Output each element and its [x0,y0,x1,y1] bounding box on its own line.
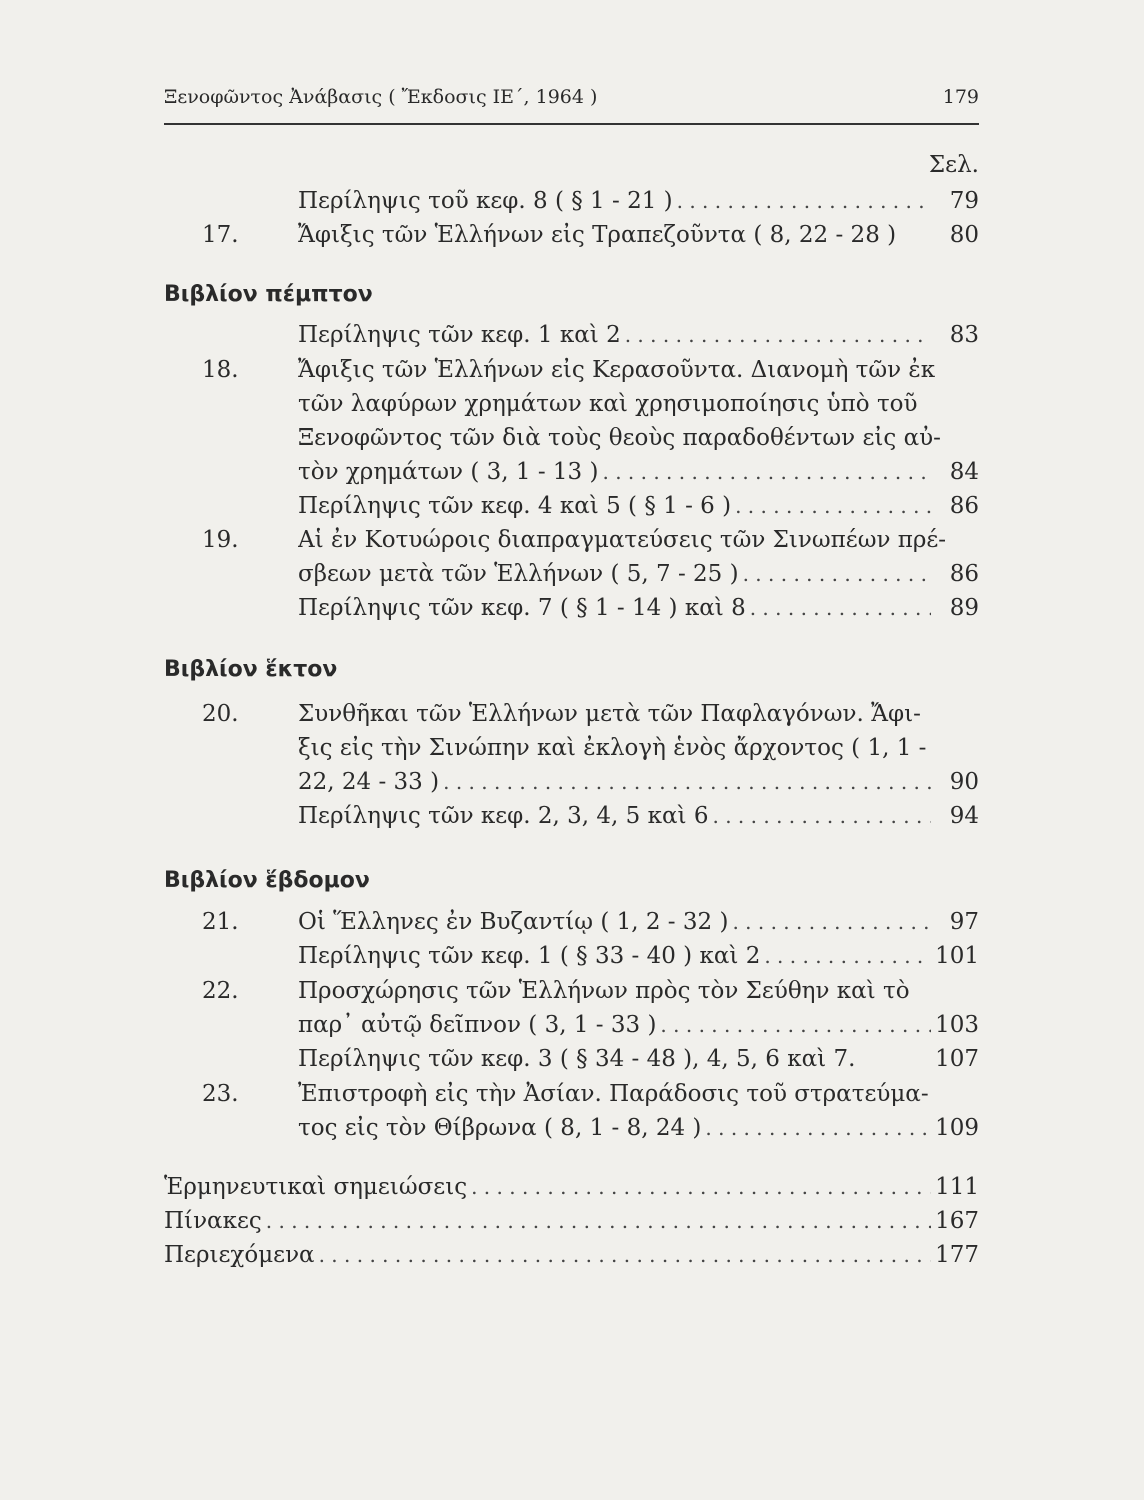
page-ref: 177 [935,1242,979,1268]
toc-entry: Περίληψις τῶν κεφ. 4 καὶ 5 ( § 1 - 6 ) . . . 86 [298,489,979,523]
header-title: Ξενοφῶντος Ἀνάβασις ( Ἔκδοσις ΙΕ΄, 1964 ) [164,86,598,108]
toc-entry: Περίληψις τῶν κεφ. 1 ( § 33 - 40 ) καὶ 2 . . . 101 [298,939,979,973]
page-ref: 80 [949,222,979,248]
page-ref: 86 [949,493,979,519]
toc-entry: Περίληψις τῶν κεφ. 1 καὶ 2 . . . 83 [298,318,979,352]
page-ref: 89 [949,595,979,621]
page-ref: 111 [935,1174,979,1200]
toc-line: τῶν λαφύρων χρημάτων καὶ χρησιμοποίησις ὑπὸ τοῦ [298,391,918,417]
section-number: 17. [202,222,239,248]
toc-line: Ξενοφῶντος τῶν διὰ τοὺς θεοὺς παραδοθέντων εἰς αὐ- [298,425,941,451]
page-ref: 97 [949,909,979,935]
section-number: 22. [202,978,239,1004]
toc-entry-tables: Πίνακες . . . 167 [164,1204,979,1238]
page-ref: 83 [949,322,979,348]
running-header [164,86,979,108]
page-ref: 79 [949,188,979,214]
page-column-label: Σελ. [928,152,979,178]
toc-entry: παρ᾽ αὐτῷ δεῖπνον ( 3, 1 - 33 ) . . . 103 [298,1008,979,1042]
toc-entry: Περίληψις τῶν κεφ. 7 ( § 1 - 14 ) καὶ 8 . . . 89 [298,591,979,625]
page-ref: 103 [935,1012,979,1038]
section-number: 20. [202,701,239,727]
toc-entry: τὸν χρημάτων ( 3, 1 - 13 ) . . . 84 [298,455,979,489]
page-ref: 107 [935,1046,979,1072]
toc-entry: Περίληψις τοῦ κεφ. 8 ( § 1 - 21 ) . . . 79 [298,184,979,218]
page-ref: 109 [935,1115,979,1141]
section-number: 21. [202,909,239,935]
page-ref: 94 [949,803,979,829]
toc-entry: 22, 24 - 33 ) . . . 90 [298,765,979,799]
section-number: 19. [202,527,239,553]
page-ref: 90 [949,769,979,795]
toc-line: Συνθῆκαι τῶν Ἑλλήνων μετὰ τῶν Παφλαγόνων. Ἄφι- [298,701,921,727]
page-ref: 167 [935,1208,979,1234]
toc-entry-notes: Ἑρμηνευτικαὶ σημειώσεις . . . 111 [164,1170,979,1204]
toc-line: ξις εἰς τὴν Σινώπην καὶ ἐκλογὴ ἑνὸς ἄρχοντος ( 1, 1 - [298,735,927,761]
header-page-number: 179 [942,86,979,108]
toc-entry: σβεων μετὰ τῶν Ἑλλήνων ( 5, 7 - 25 ) . . . 86 [298,557,979,591]
toc-line: Ἄφιξις τῶν Ἑλλήνων εἰς Κερασοῦντα. Διανομὴ τῶν ἐκ [298,357,936,383]
section-number: 18. [202,357,239,383]
toc-entry: Ἄφιξις τῶν Ἑλλήνων εἰς Τραπεζοῦντα ( 8, 22 - 28 ) 80 [298,218,979,252]
toc-entry: Οἱ Ἕλληνες ἐν Βυζαντίῳ ( 1, 2 - 32 ) . . . 97 [298,905,979,939]
page-ref: 86 [949,561,979,587]
toc-entry: Περίληψις τῶν κεφ. 3 ( § 34 - 48 ), 4, 5, 6 καὶ 7. 107 [298,1042,979,1076]
toc-entry-contents: Περιεχόμενα . . . 177 [164,1238,979,1272]
toc-line: Αἱ ἐν Κοτυώροις διαπραγματεύσεις τῶν Σινωπέων πρέ- [298,527,947,553]
book-heading-7: Βιβλίον ἕβδομον [164,868,370,893]
section-number: 23. [202,1081,239,1107]
toc-entry: Περίληψις τῶν κεφ. 2, 3, 4, 5 καὶ 6 . . . 94 [298,799,979,833]
book-heading-5: Βιβλίον πέμπτον [164,282,373,307]
toc-line: Προσχώρησις τῶν Ἑλλήνων πρὸς τὸν Σεύθην καὶ τὸ [298,978,910,1004]
page-ref: 84 [949,459,979,485]
toc-entry: τος εἰς τὸν Θίβρωνα ( 8, 1 - 8, 24 ) . . . 109 [298,1111,979,1145]
page-ref: 101 [935,943,979,969]
header-rule [164,123,979,125]
book-heading-6: Βιβλίον ἕκτον [164,657,338,682]
toc-line: Ἐπιστροφὴ εἰς τὴν Ἀσίαν. Παράδοσις τοῦ στρατεύμα- [298,1081,929,1107]
